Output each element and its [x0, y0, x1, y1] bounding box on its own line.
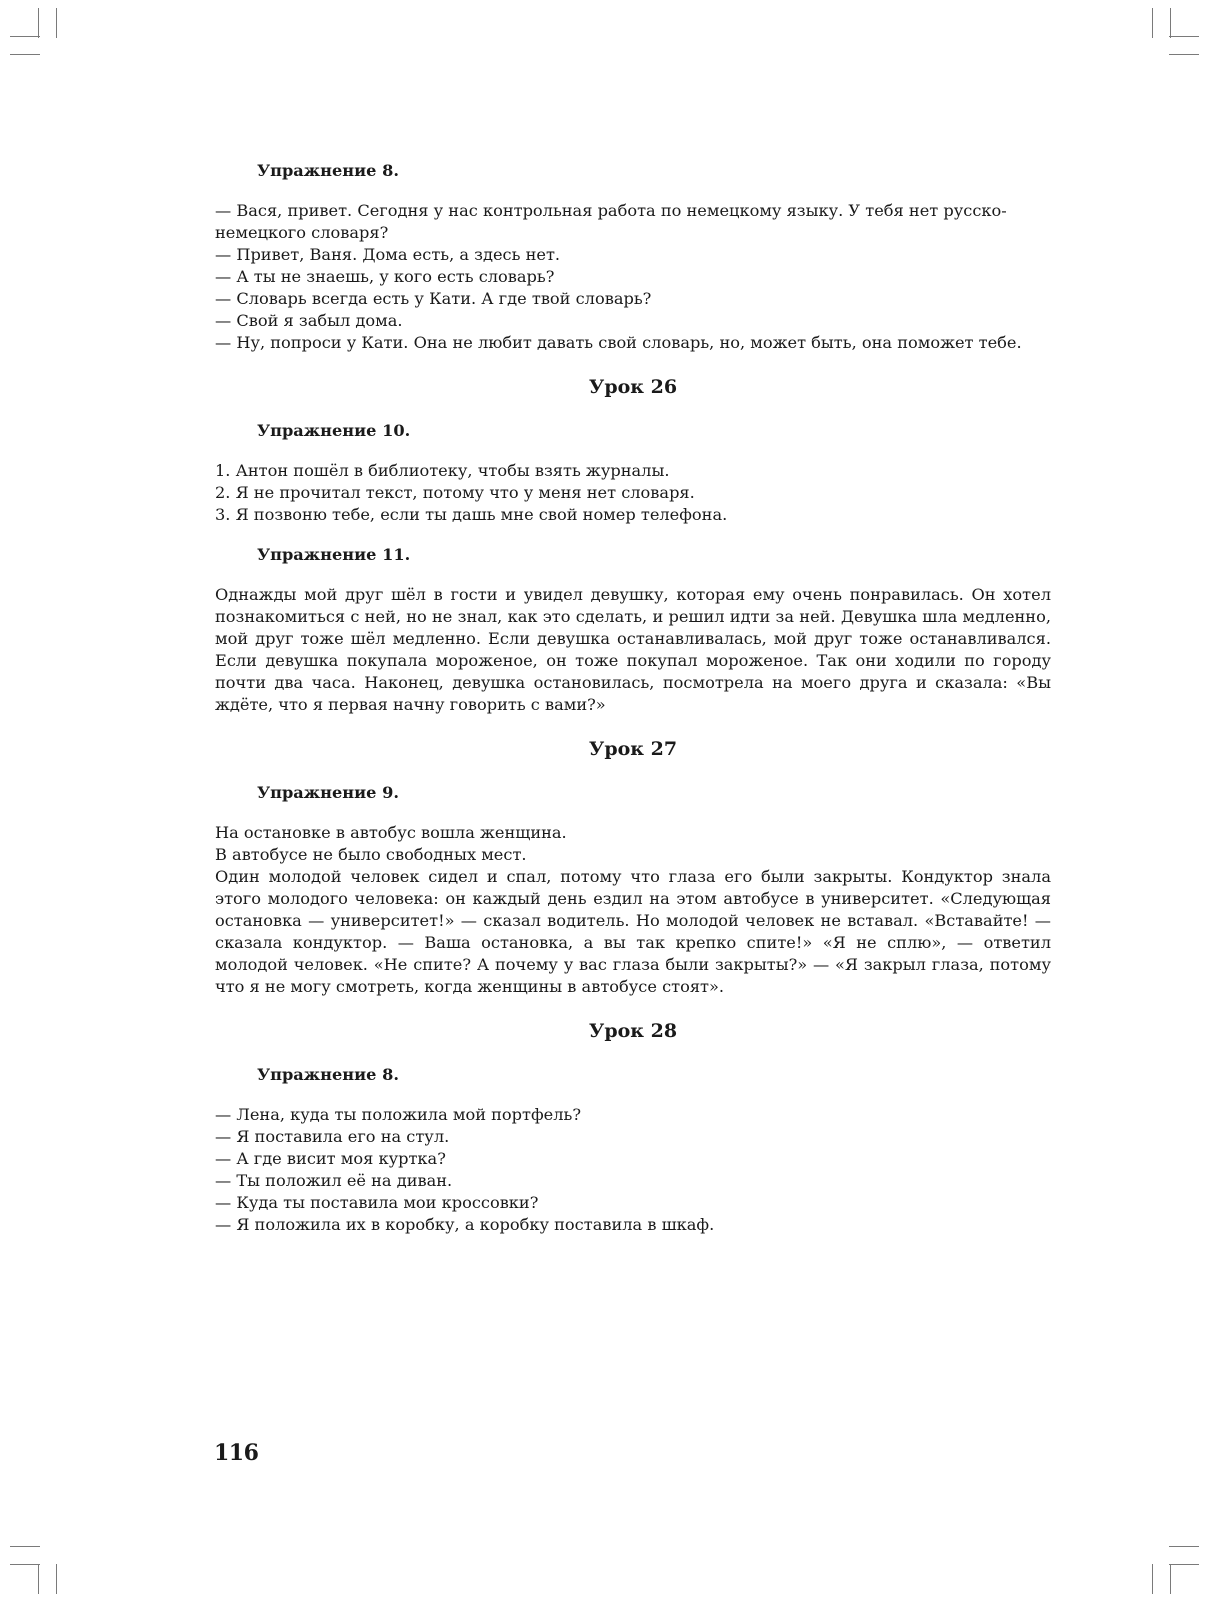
crop-mark [38, 1564, 39, 1594]
crop-mark [10, 1546, 40, 1547]
dialogue-line: — Вася, привет. Сегодня у нас контрольная работа по немецкому языку. У тебя нет русско- [215, 201, 1007, 220]
dialogue [215, 200, 1051, 354]
dialogue [215, 1104, 1051, 1236]
dialogue-line: — Словарь всегда есть у Кати. А где твой словарь? [215, 289, 652, 308]
crop-mark [1169, 1546, 1199, 1547]
crop-mark [1170, 1564, 1171, 1594]
crop-mark [56, 8, 57, 38]
story-paragraph: Однажды мой друг шёл в гости и увидел девушку, которая ему очень понравилась. Он хотел познакомиться с ней, но не знал, как это сделать, и решил идти за ней. Девушка шла медленно, мой друг тоже шёл медленно. Если девушка останавливалась, мой друг тоже останавливался. Если девушка покупала мороженое, он тоже покупал мороженое. Так они ходили по городу почти два часа. Наконец, девушка остановилась, посмотрела на моего друга и сказала: «Вы ждёте, что я первая начну говорить с вами?» [215, 585, 1051, 714]
exercise-title: Упражнение 8. [257, 1065, 399, 1084]
crop-mark [1169, 36, 1199, 37]
lesson-heading: Урок 27 [588, 738, 678, 760]
lesson-heading: Урок 28 [588, 1020, 678, 1042]
dialogue-line: — Привет, Ваня. Дома есть, а здесь нет. [215, 245, 561, 264]
crop-mark [38, 8, 39, 38]
dialogue-line: — Куда ты поставила мои кроссовки? [215, 1193, 539, 1212]
dialogue-line: немецкого словаря? [215, 223, 389, 242]
text-line: На остановке в автобус вошла женщина. [215, 823, 567, 842]
crop-mark [10, 54, 40, 55]
dialogue-line: — А где висит моя куртка? [215, 1149, 446, 1168]
crop-mark [1152, 8, 1153, 38]
dialogue-line: — Я положила их в коробку, а коробку поставила в шкаф. [215, 1215, 715, 1234]
list-item: 3. Я позвоню тебе, если ты дашь мне свой номер телефона. [215, 505, 728, 524]
dialogue-line: — Ты положил её на диван. [215, 1171, 453, 1190]
story-paragraph: Один молодой человек сидел и спал, потому что глаза его были закрыты. Кондуктор знала этого молодого человека: он каждый день ездил на этом автобусе в университет. «Следующая остановка — университет!» — сказал водитель. Но молодой человек не вставал. «Вставайте! — сказала кондуктор. — Ваша остановка, а вы так крепко спите!» «Я не сплю», — ответил молодой человек. «Не спите? А почему у вас глаза были закрыты?» — «Я закрыл глаза, потому что я не могу смотреть, когда женщины в автобусе стоят». [215, 867, 1051, 996]
dialogue-line: — Свой я забыл дома. [215, 311, 403, 330]
crop-mark [1169, 1564, 1199, 1565]
crop-mark [10, 1564, 40, 1565]
list-item: 2. Я не прочитал текст, потому что у меня нет словаря. [215, 483, 695, 502]
crop-mark [10, 36, 40, 37]
dialogue-line: — Лена, куда ты положила мой портфель? [215, 1105, 582, 1124]
crop-mark [56, 1564, 57, 1594]
crop-mark [1170, 8, 1171, 38]
page-content [215, 160, 1051, 1236]
exercise-title: Упражнение 8. [257, 161, 399, 180]
dialogue-line: — Я поставила его на стул. [215, 1127, 450, 1146]
exercise-title: Упражнение 10. [257, 421, 411, 440]
page-number: 116 [214, 1440, 259, 1466]
list-item: 1. Антон пошёл в библиотеку, чтобы взять журналы. [215, 461, 670, 480]
crop-mark [1169, 54, 1199, 55]
numbered-list [215, 460, 1051, 526]
crop-mark [1152, 1564, 1153, 1594]
exercise-title: Упражнение 9. [257, 783, 399, 802]
exercise-title: Упражнение 11. [257, 545, 411, 564]
dialogue-line: — А ты не знаешь, у кого есть словарь? [215, 267, 555, 286]
dialogue-line: — Ну, попроси у Кати. Она не любит давать свой словарь, но, может быть, она поможет тебе. [215, 333, 1022, 352]
lesson-heading: Урок 26 [588, 376, 678, 398]
text-line: В автобусе не было свободных мест. [215, 845, 527, 864]
